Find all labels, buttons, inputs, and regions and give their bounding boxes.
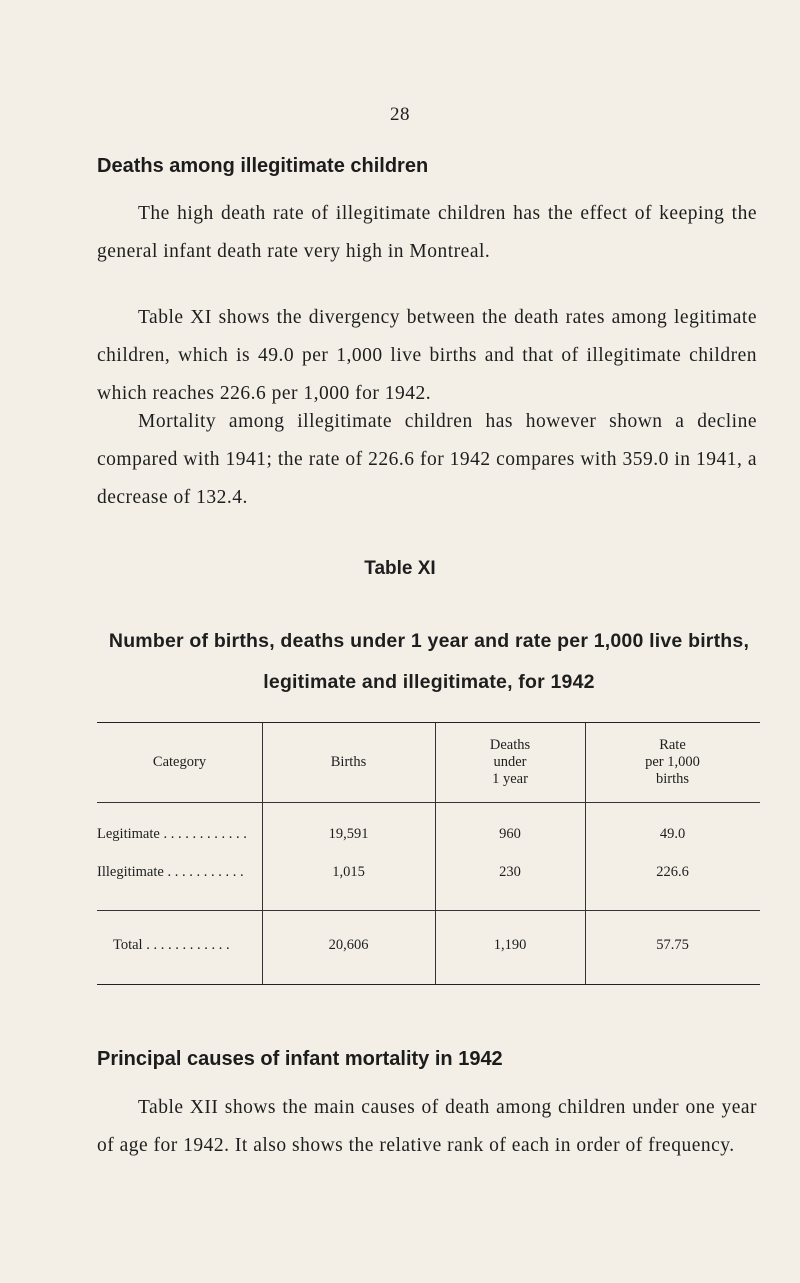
row-total-births: 20,606: [328, 937, 369, 953]
row-legitimate-deaths: 960: [499, 826, 521, 842]
row-illegitimate-deaths: 230: [499, 864, 521, 880]
row-legitimate-rate: 49.0: [659, 826, 686, 842]
row-total-rate: 57.75: [656, 937, 689, 953]
header-deaths-under-1-year: Deaths under 1 year: [489, 737, 531, 787]
row-total-category: Total . . . . . . . . . . . .: [113, 937, 230, 953]
row-illegitimate-rate: 226.6: [656, 864, 689, 880]
paragraph-decline: Mortality among illegitimate children has however shown a decline compared with 1941; the rate of 226.6 for 1942 compares with 359.0 in 1941, a decrease of 132.4.: [97, 411, 757, 508]
row-legitimate-births: 19,591: [328, 826, 369, 842]
births-deaths-table: [97, 722, 760, 985]
header-category: Category: [152, 754, 207, 770]
header-births: Births: [330, 754, 367, 770]
row-legitimate-category: Legitimate . . . . . . . . . . . .: [97, 826, 247, 842]
section-heading-illegitimate-deaths: Deaths among illegitimate children: [97, 155, 429, 177]
row-illegitimate-category: Illegitimate . . . . . . . . . . .: [97, 864, 244, 880]
section-heading-principal-causes: Principal causes of infant mortality in 1942: [97, 1048, 503, 1070]
paragraph-intro: The high death rate of illegitimate children has the effect of keeping the general infant death rate very high in Montreal.: [97, 203, 757, 262]
paragraph-table-xii: Table XII shows the main causes of death among children under one year of age for 1942. It also shows the relative rank of each in order of frequency.: [97, 1097, 757, 1156]
table-title: Table XI: [364, 558, 436, 579]
cell-label: Total: [113, 937, 143, 953]
cell-label: Legitimate: [97, 826, 160, 842]
paragraph-divergency: Table XI shows the divergency between the death rates among legitimate children, which is 49.0 per 1,000 live births and that of illegitimate children which reaches 226.6 per 1,000 for 1942.: [97, 307, 757, 404]
row-total-deaths: 1,190: [493, 937, 527, 953]
header-rate-per-1000: Rate per 1,000 births: [645, 737, 700, 787]
total-rule: [97, 910, 760, 911]
page-number: 28: [390, 104, 410, 125]
table-caption: Number of births, deaths under 1 year and rate per 1,000 live births, legitimate and illegitimate, for 1942: [108, 630, 750, 693]
row-illegitimate-births: 1,015: [332, 864, 365, 880]
cell-label: Illegitimate: [97, 864, 164, 880]
header-rule: [97, 802, 760, 803]
